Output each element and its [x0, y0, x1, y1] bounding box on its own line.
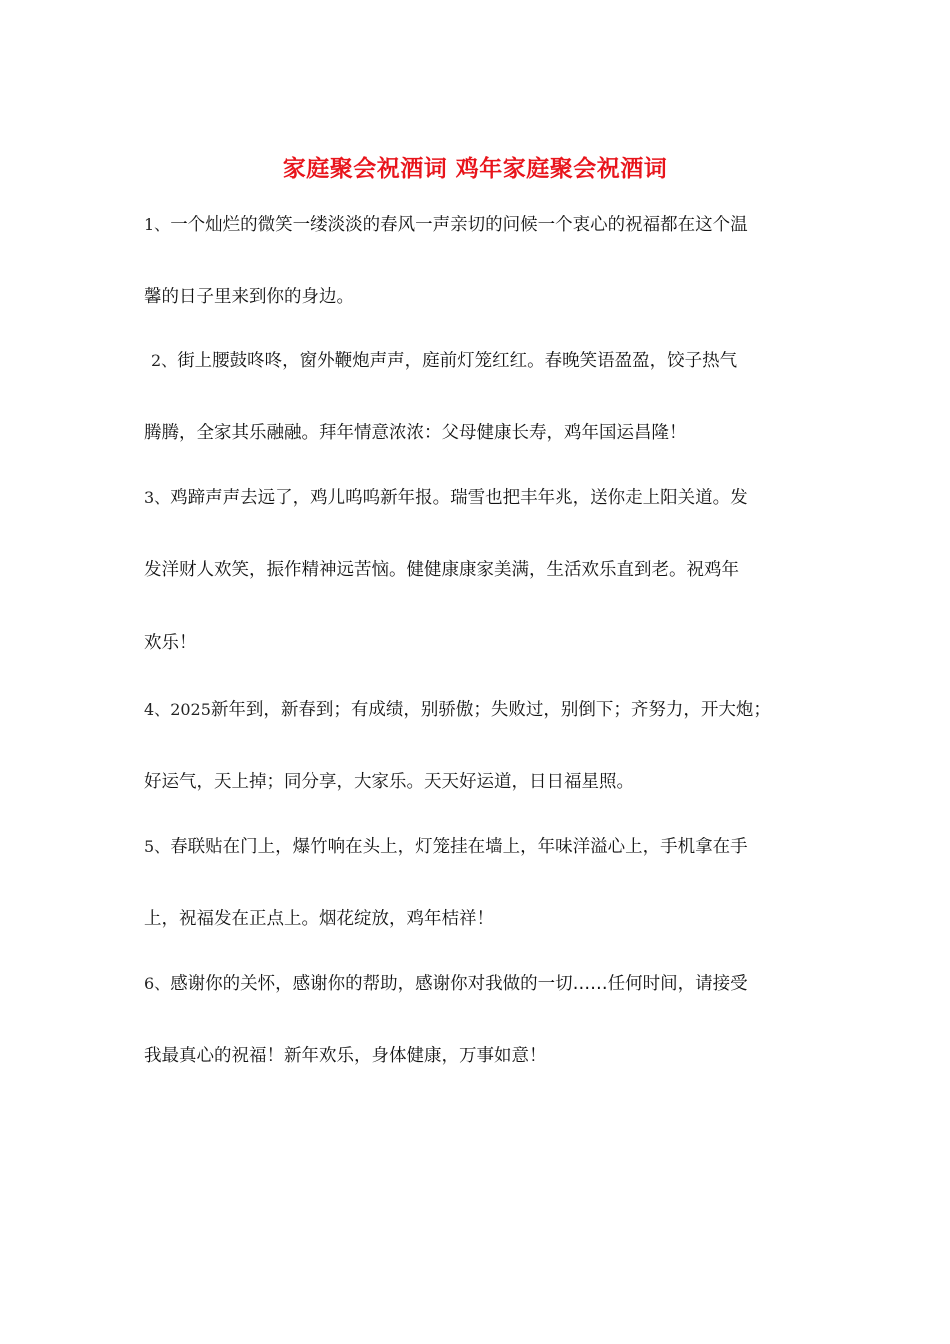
list-item [144, 461, 814, 680]
list-item [144, 188, 814, 334]
item-number: 2、 [151, 351, 178, 370]
paragraph-text: 春联贴在门上，爆竹响在头上，灯笼挂在墙上，年味洋溢心上，手机拿在手 [170, 837, 748, 857]
paragraph-line: 腾腾，全家其乐融融。拜年情意浓浓：父母健康长寿，鸡年国运昌隆！ [144, 423, 687, 443]
paragraph-text: 鸡蹄声声去远了，鸡儿呜呜新年报。瑞雪也把丰年兆，送你走上阳关道。发 [170, 488, 748, 508]
paragraph-line [151, 324, 821, 397]
item-number: 6、 [144, 974, 171, 993]
item-number: 3、 [144, 488, 171, 507]
paragraph-text: 感谢你的关怀，感谢你的帮助，感谢你对我做的一切……任何时间，请接受 [170, 974, 748, 994]
paragraph-line [144, 947, 814, 1020]
paragraph-line [144, 461, 814, 534]
list-item [144, 673, 814, 819]
item-number: 1、 [144, 215, 171, 234]
list-item [144, 810, 814, 956]
year-number: 2025 [170, 700, 211, 719]
item-number: 4、 [144, 700, 171, 719]
item-number: 5、 [144, 837, 171, 856]
paragraph-line: 馨的日子里来到你的身边。 [144, 287, 354, 307]
paragraph-line: 我最真心的祝福！新年欢乐，身体健康，万事如意！ [144, 1046, 547, 1066]
paragraph-line [144, 673, 814, 746]
paragraph-text: 街上腰鼓咚咚，窗外鞭炮声声，庭前灯笼红红。春晚笑语盈盈，饺子热气 [177, 351, 738, 371]
paragraph-line: 欢乐！ [144, 633, 197, 653]
list-item [144, 947, 814, 1093]
document-title: 家庭聚会祝酒词 鸡年家庭聚会祝酒词 [282, 155, 668, 182]
paragraph-text: 新年到，新春到；有成绩，别骄傲；失败过，别倒下；齐努力，开大炮； [210, 700, 771, 720]
paragraph-text: 一个灿烂的微笑一缕淡淡的春风一声亲切的问候一个衷心的祝福都在这个温 [170, 215, 748, 235]
paragraph-line: 上，祝福发在正点上。烟花绽放，鸡年桔祥！ [144, 909, 494, 929]
paragraph-line: 发洋财人欢笑，振作精神远苦恼。健健康康家美满，生活欢乐直到老。祝鸡年 [144, 560, 739, 580]
paragraph-line: 好运气，天上掉；同分享，大家乐。天天好运道，日日福星照。 [144, 772, 634, 792]
list-item [144, 324, 821, 470]
paragraph-line [144, 810, 814, 883]
paragraph-line [144, 188, 814, 261]
